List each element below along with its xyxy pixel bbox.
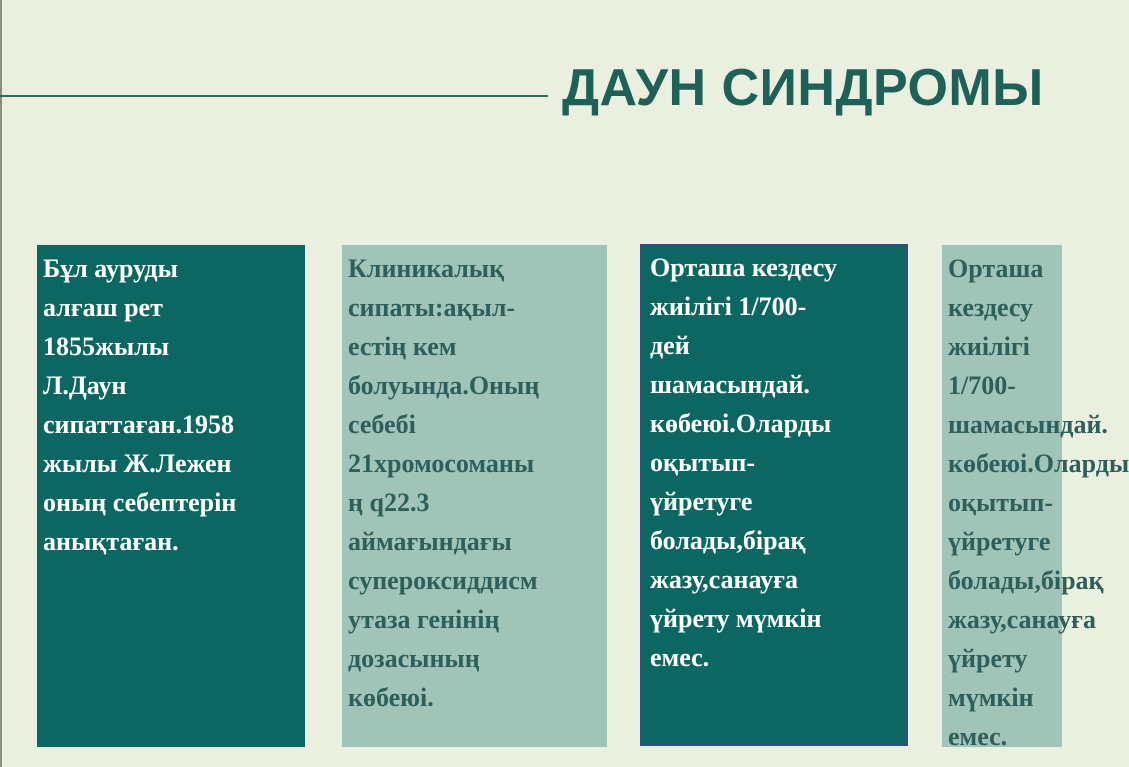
info-card-text: Бұл ауруды алғаш рет 1855жылы Л.Даун сипаттаған.1958 жылы Ж.Лежен оның себептерін анықтаған. [43,254,237,556]
info-card-text: Орташа кездесу жиілігі 1/700- шамасындай. көбеюі.Оларды оқытып- үйретуге болады,бірақ жазу,санауға үйрету мүмкін емес. [948,254,1129,751]
slide-left-edge [0,0,2,767]
title-rule [0,95,548,97]
slide-title: ДАУН СИНДРОМЫ [562,59,1044,117]
info-card-clinical [342,245,607,747]
info-card-frequency-partial [942,245,1129,751]
info-card-discovery [37,245,305,747]
info-card-frequency [640,244,908,746]
info-card-text: Клиникалық сипаты:ақыл- естің кем болуында.Оның себебі 21хромосоманы ң q22.3 аймағындағы супероксиддисм утаза генінің дозасының көбеюі. [348,254,540,712]
info-card-text: Орташа кездесу жиілігі 1/700- дей шамасындай. көбеюі.Оларды оқытып- үйретуге болады,бірақ жазу,санауға үйрету мүмкін емес. [650,253,837,672]
